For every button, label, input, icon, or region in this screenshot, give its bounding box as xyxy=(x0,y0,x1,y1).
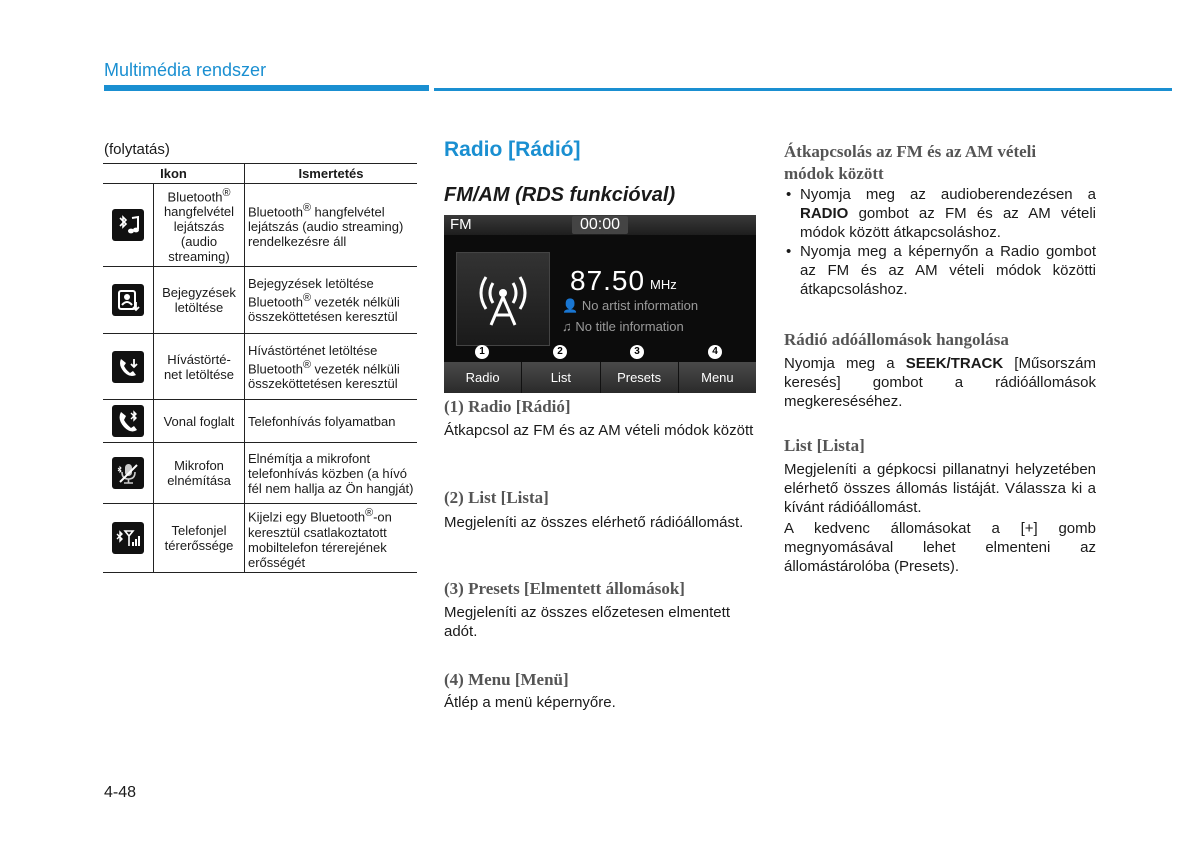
call-history-download-icon xyxy=(112,351,144,383)
table-row xyxy=(103,334,417,400)
table-row xyxy=(103,400,417,443)
list-text: Megjeleníti a gépkocsi pillanatnyi helyzetében elérhető összes állomás listáját. Válassza ki a kívánt rádióállomást. xyxy=(784,461,1096,516)
icon-name: Bejegyzések letöltése xyxy=(154,267,245,334)
list-heading: List [Lista] xyxy=(784,436,865,455)
icon-description: Bluetooth® hangfelvétel lejátszás (audio streaming) rendelkezésre áll xyxy=(245,184,418,267)
clock-display: 00:00 xyxy=(572,216,628,234)
header-bar-right xyxy=(434,88,1172,91)
band-label: FM xyxy=(450,216,472,233)
person-icon: 👤 xyxy=(562,298,582,313)
table-header: Ikon xyxy=(103,164,245,184)
mic-mute-icon xyxy=(112,457,144,489)
icon-name: Hívástörté- net letöltése xyxy=(154,334,245,400)
page-number: 4-48 xyxy=(104,784,137,801)
header-bar-left xyxy=(104,85,429,91)
table-row xyxy=(103,267,417,334)
bullet-item: • Nyomja meg az audioberendezésen a RADIO gombot az FM és az AM vételi módok között átkapcsoláshoz. xyxy=(784,185,1096,242)
item-text: Átlép a menü képernyőre. xyxy=(444,694,616,711)
item-text: Átkapcsol az FM és az AM vételi módok között xyxy=(444,422,754,439)
bullet-item: • Nyomja meg a képernyőn a Radio gombot az FM és az AM vételi módok közötti átkapcsoláshoz. xyxy=(784,242,1096,299)
table-header: Ismertetés xyxy=(245,164,418,184)
item-text: Megjeleníti az összes előzetesen elmentett adót. xyxy=(444,604,730,640)
icon-name: Mikrofon elnémítása xyxy=(154,443,245,504)
item-heading: (2) List [Lista] xyxy=(444,488,549,507)
subsection-title: FM/AM (RDS funkcióval) xyxy=(444,184,676,206)
item-text: Megjeleníti az összes elérhető rádióállomást. xyxy=(444,514,744,531)
song-icon: ♫ xyxy=(562,319,576,334)
bluetooth-music-icon xyxy=(112,209,144,241)
switch-heading: Átkapcsolás az FM és az AM vételi módok között xyxy=(784,142,1037,183)
title-info xyxy=(562,319,684,334)
section-title: Radio [Rádió] xyxy=(444,138,581,161)
item-heading: (3) Presets [Elmentett állomások] xyxy=(444,579,685,598)
table-header-row xyxy=(103,164,417,184)
icon-name: Bluetooth® hangfelvétel lejátszás (audio streaming) xyxy=(154,184,245,267)
switch-bullets xyxy=(784,185,1096,299)
continued-label: (folytatás) xyxy=(104,141,170,158)
icon-description: Kijelzi egy Bluetooth®-on keresztül csatlakoztatott mobiltelefon térerejének erősségét xyxy=(245,504,418,572)
icon-table xyxy=(103,163,417,573)
icon-description: Telefonhívás folyamatban xyxy=(245,400,418,443)
icon-description: Bejegyzések letöltése Bluetooth® vezeték nélküli összeköttetésen keresztül xyxy=(245,267,418,334)
list-text: A kedvenc állomásokat a [+] gomb megnyomásával lehet elmenteni az állomástárolóba (Presets). xyxy=(784,520,1096,575)
frequency-unit: MHz xyxy=(650,277,677,292)
table-row xyxy=(103,443,417,504)
title-text: No title information xyxy=(575,319,684,334)
item-heading: (1) Radio [Rádió] xyxy=(444,397,571,416)
artist-text: No artist information xyxy=(581,298,699,313)
icon-description: Hívástörténet letöltése Bluetooth® vezeték nélküli összeköttetésen keresztül xyxy=(245,334,418,400)
callout-number: 4 xyxy=(708,345,722,359)
callout-number: 1 xyxy=(475,345,489,359)
table-row xyxy=(103,504,417,572)
item-heading: (4) Menu [Menü] xyxy=(444,670,569,689)
artist-info xyxy=(562,298,698,314)
chapter-title: Multimédia rendszer xyxy=(104,60,267,80)
icon-name: Telefonjel térerőssége xyxy=(154,504,245,572)
tuning-heading: Rádió adóállomások hangolása xyxy=(784,330,1009,349)
icon-description: Elnémítja a mikrofont telefonhívás közben (a hívó fél nem hallja az Ön hangját) xyxy=(245,443,418,504)
menu-button[interactable]: Menu xyxy=(679,362,756,393)
radio-button[interactable]: Radio xyxy=(444,362,522,393)
callout-number: 2 xyxy=(553,345,567,359)
radio-tower-icon xyxy=(456,252,550,346)
icon-name: Vonal foglalt xyxy=(154,400,245,443)
phone-signal-icon xyxy=(112,522,144,554)
list-button[interactable]: List xyxy=(522,362,600,393)
tuning-text: Nyomja meg a SEEK/TRACK [Műsorszám keresés] gombot a rádióállomások megkereséséhez. xyxy=(784,355,1096,410)
contacts-download-icon xyxy=(112,284,144,316)
table-row xyxy=(103,184,417,267)
presets-button[interactable]: Presets xyxy=(601,362,679,393)
screen-button-bar xyxy=(444,362,756,393)
radio-screen xyxy=(444,215,756,393)
frequency-display: 87.50 xyxy=(570,265,646,296)
callout-number: 3 xyxy=(630,345,644,359)
line-busy-icon xyxy=(112,405,144,437)
